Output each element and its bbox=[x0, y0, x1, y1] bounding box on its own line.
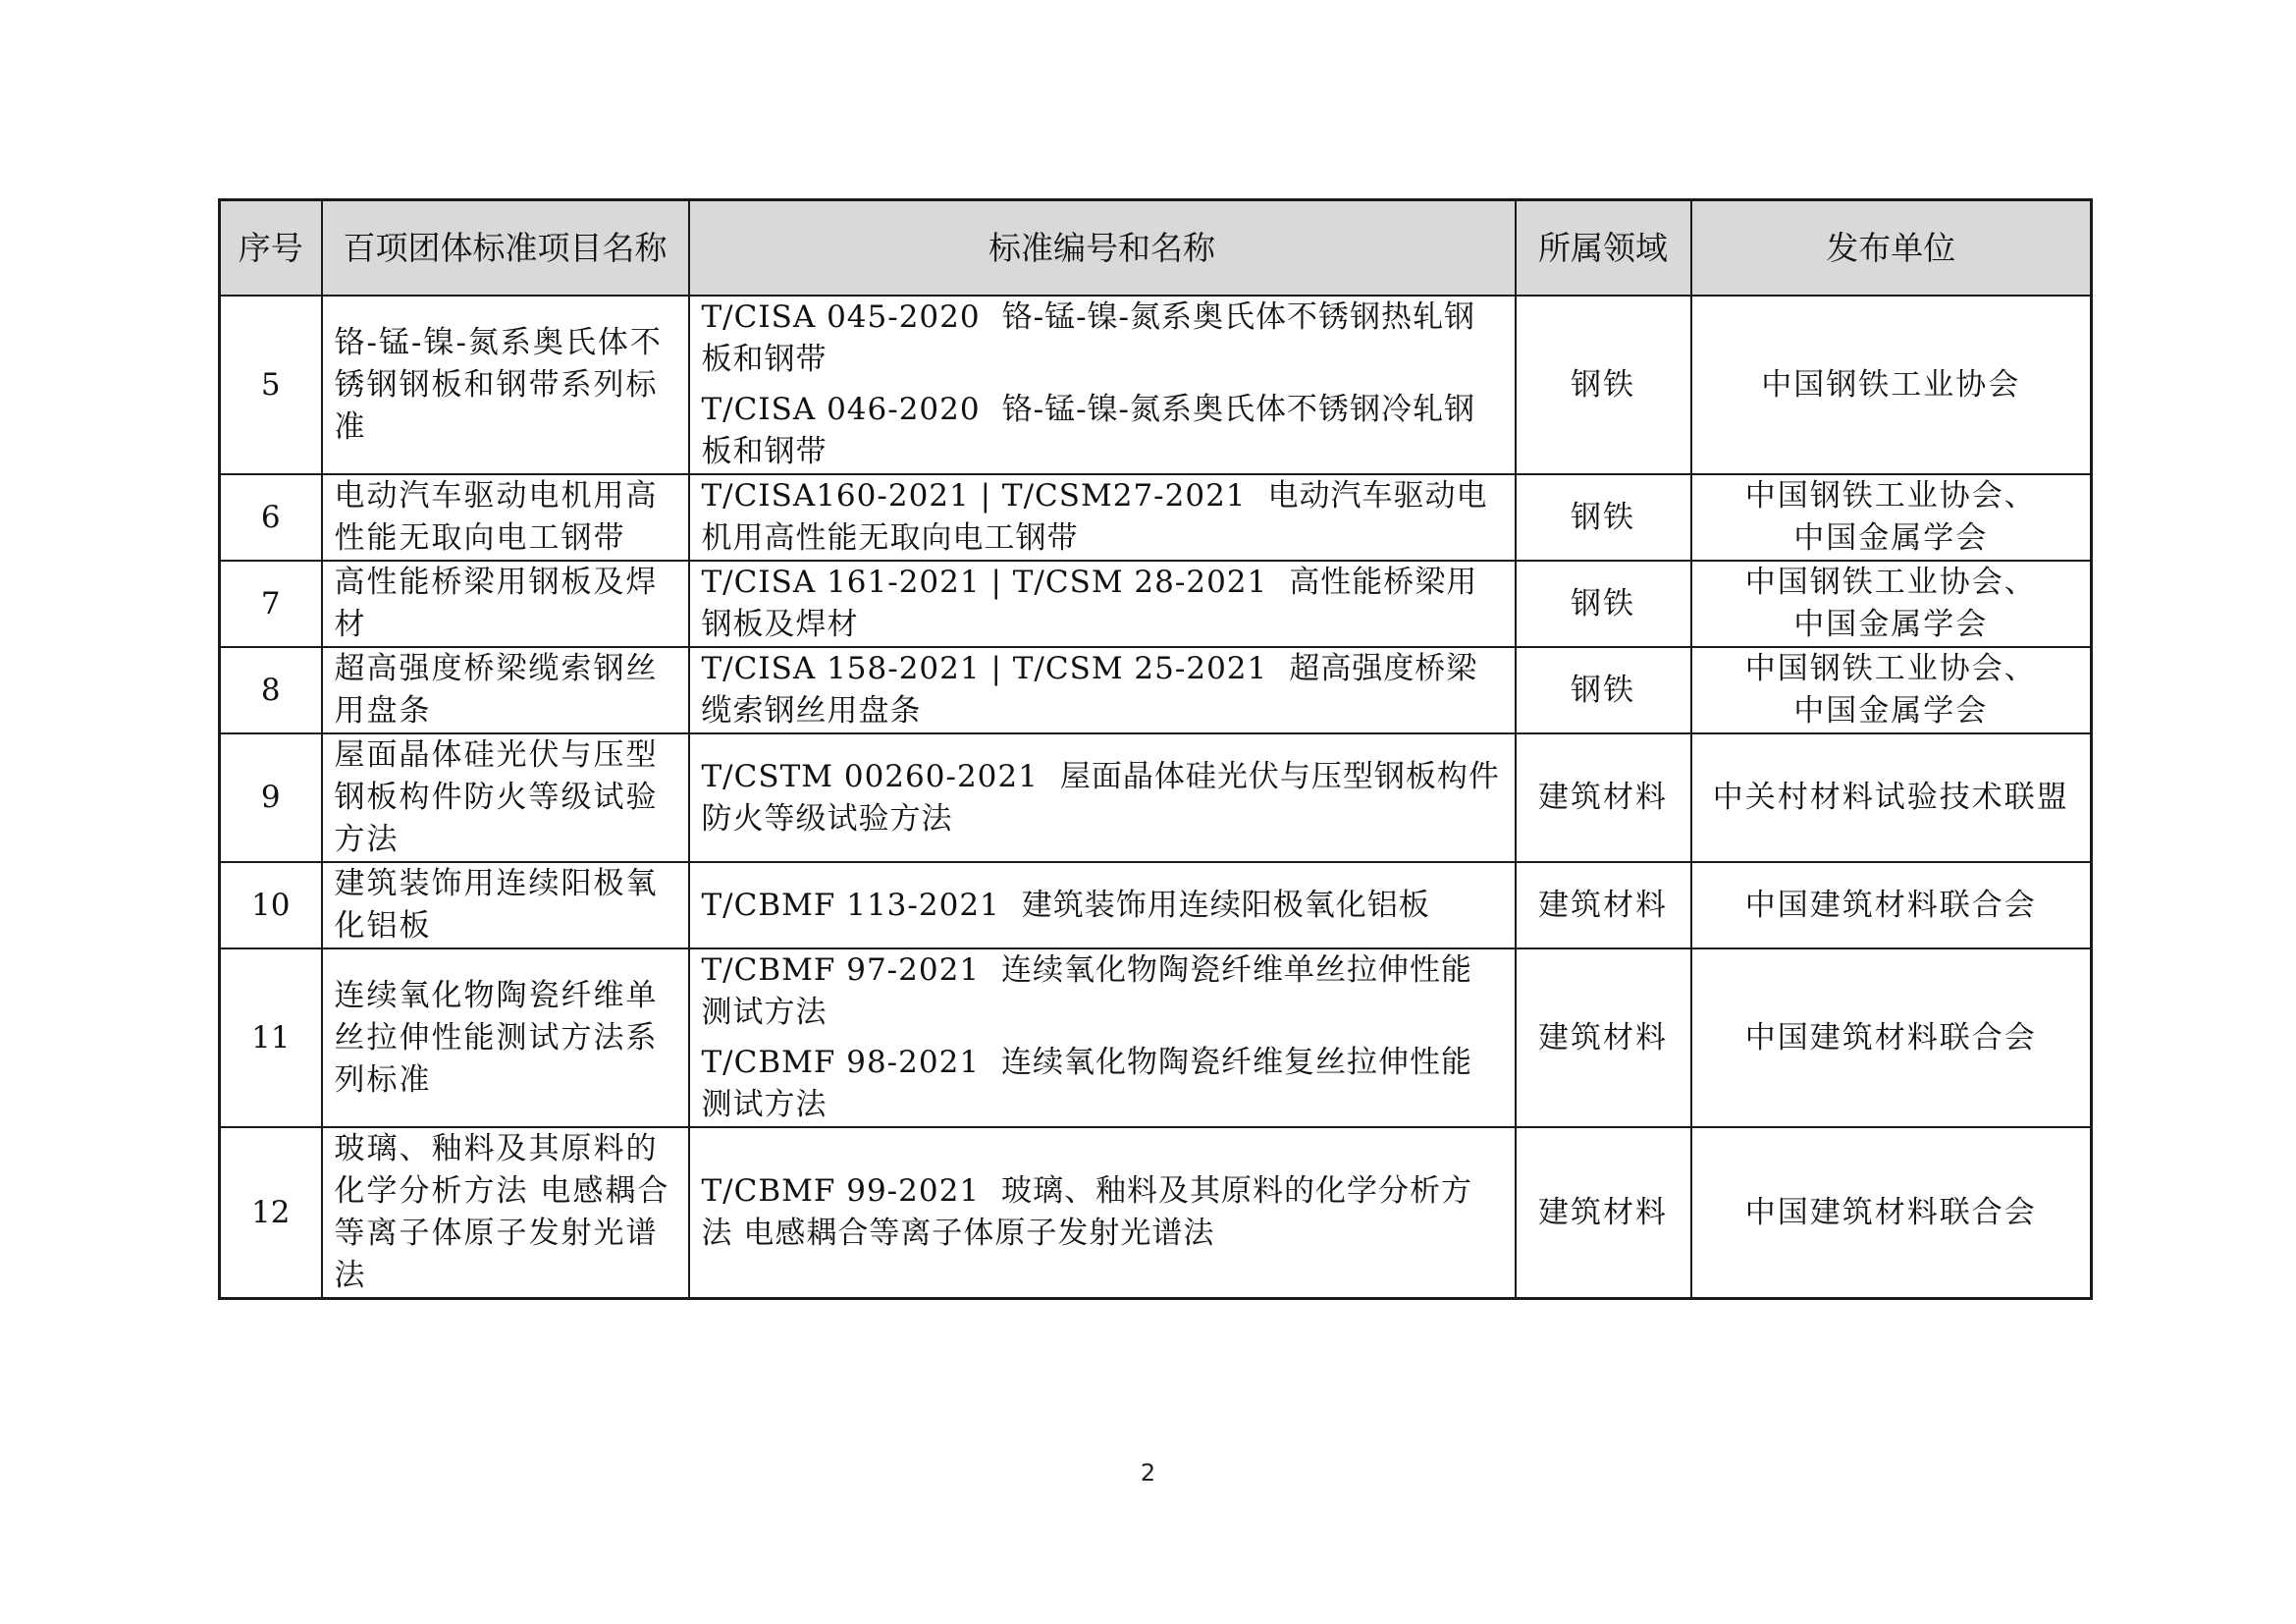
header-publisher: 发布单位 bbox=[1691, 200, 2092, 297]
cell-project-name: 连续氧化物陶瓷纤维单丝拉伸性能测试方法系列标准 bbox=[322, 948, 689, 1127]
standard-code: T/CBMF 99-2021 bbox=[701, 1173, 981, 1209]
cell-publisher bbox=[1691, 296, 2092, 474]
publisher-line: 中国钢铁工业协会 bbox=[1761, 366, 2021, 403]
standard-title: 电动汽车驱动电机用高性能无取向电工钢带 bbox=[701, 478, 1488, 556]
standard-code: T/CISA 161-2021 | T/CSM 28-2021 bbox=[701, 565, 1268, 600]
standard-code: T/CISA 046-2020 bbox=[701, 392, 981, 427]
standard-title: 屋面晶体硅光伏与压型钢板构件防火等级试验方法 bbox=[701, 758, 1500, 837]
cell-standards bbox=[689, 561, 1516, 647]
standard-code: T/CISA160-2021 | T/CSM27-2021 bbox=[701, 478, 1247, 514]
standard-code: T/CBMF 98-2021 bbox=[701, 1045, 981, 1080]
publisher-line: 中国金属学会 bbox=[1793, 607, 1989, 642]
cell-publisher bbox=[1691, 647, 2092, 733]
standard-entry bbox=[702, 475, 1503, 560]
publisher-line: 中国钢铁工业协会、 bbox=[1744, 565, 2037, 600]
cell-project-name: 高性能桥梁用钢板及焊材 bbox=[322, 561, 689, 647]
cell-project-name: 屋面晶体硅光伏与压型钢板构件防火等级试验方法 bbox=[322, 733, 689, 862]
cell-standards bbox=[689, 948, 1516, 1127]
header-row bbox=[220, 200, 2092, 297]
cell-project-name: 建筑装饰用连续阳极氧化铝板 bbox=[322, 862, 689, 948]
cell-field: 钢铁 bbox=[1516, 474, 1691, 561]
standard-title: 铬-锰-镍-氮系奥氏体不锈钢热轧钢板和钢带 bbox=[701, 299, 1476, 377]
table-row bbox=[220, 1127, 2092, 1299]
cell-publisher bbox=[1691, 1127, 2092, 1299]
standard-title: 高性能桥梁用钢板及焊材 bbox=[701, 565, 1478, 642]
publisher-line: 中关村材料试验技术联盟 bbox=[1712, 780, 2069, 815]
cell-publisher bbox=[1691, 733, 2092, 862]
standard-title: 超高强度桥梁缆索钢丝用盘条 bbox=[701, 651, 1478, 729]
standards-table bbox=[218, 198, 2093, 1300]
cell-standards bbox=[689, 296, 1516, 474]
cell-serial-no: 11 bbox=[220, 948, 322, 1127]
table-body bbox=[220, 296, 2092, 1299]
cell-serial-no: 9 bbox=[220, 733, 322, 862]
cell-serial-no: 10 bbox=[220, 862, 322, 948]
cell-standards bbox=[689, 474, 1516, 561]
standard-code: T/CSTM 00260-2021 bbox=[701, 758, 1039, 794]
cell-standards bbox=[689, 733, 1516, 862]
standard-title: 连续氧化物陶瓷纤维单丝拉伸性能测试方法 bbox=[701, 952, 1473, 1030]
table-row bbox=[220, 948, 2092, 1127]
table-header bbox=[220, 200, 2092, 297]
standard-entry bbox=[702, 756, 1503, 840]
header-project-name: 百项团体标准项目名称 bbox=[322, 200, 689, 297]
cell-standards bbox=[689, 647, 1516, 733]
cell-field: 钢铁 bbox=[1516, 647, 1691, 733]
table-row bbox=[220, 474, 2092, 561]
table-row bbox=[220, 561, 2092, 647]
standard-title: 铬-锰-镍-氮系奥氏体不锈钢冷轧钢板和钢带 bbox=[701, 392, 1476, 469]
cell-project-name: 玻璃、釉料及其原料的化学分析方法 电感耦合等离子体原子发射光谱法 bbox=[322, 1127, 689, 1299]
header-field: 所属领域 bbox=[1516, 200, 1691, 297]
standard-code: T/CISA 045-2020 bbox=[701, 299, 981, 335]
standard-code: T/CBMF 97-2021 bbox=[701, 952, 981, 988]
standard-entry bbox=[702, 949, 1503, 1034]
standard-title: 建筑装饰用连续阳极氧化铝板 bbox=[1021, 887, 1430, 923]
cell-serial-no: 7 bbox=[220, 561, 322, 647]
cell-standards bbox=[689, 862, 1516, 948]
table-row bbox=[220, 862, 2092, 948]
cell-field: 钢铁 bbox=[1516, 296, 1691, 474]
standard-entry bbox=[702, 648, 1503, 732]
cell-serial-no: 12 bbox=[220, 1127, 322, 1299]
publisher-line: 中国金属学会 bbox=[1793, 693, 1989, 729]
cell-publisher bbox=[1691, 561, 2092, 647]
header-serial-no: 序号 bbox=[220, 200, 322, 297]
cell-publisher bbox=[1691, 948, 2092, 1127]
cell-serial-no: 8 bbox=[220, 647, 322, 733]
cell-project-name: 铬-锰-镍-氮系奥氏体不锈钢钢板和钢带系列标准 bbox=[322, 296, 689, 474]
standard-entry bbox=[702, 1042, 1503, 1126]
publisher-line: 中国金属学会 bbox=[1793, 520, 1989, 556]
cell-field: 建筑材料 bbox=[1516, 733, 1691, 862]
table-row bbox=[220, 647, 2092, 733]
cell-field: 建筑材料 bbox=[1516, 948, 1691, 1127]
standard-entry bbox=[702, 389, 1503, 473]
standard-title: 玻璃、釉料及其原料的化学分析方法 电感耦合等离子体原子发射光谱法 bbox=[701, 1173, 1473, 1251]
cell-serial-no: 5 bbox=[220, 296, 322, 474]
cell-serial-no: 6 bbox=[220, 474, 322, 561]
publisher-line: 中国钢铁工业协会、 bbox=[1744, 478, 2037, 514]
header-standard-code-name: 标准编号和名称 bbox=[689, 200, 1516, 297]
cell-standards bbox=[689, 1127, 1516, 1299]
cell-publisher bbox=[1691, 474, 2092, 561]
cell-publisher bbox=[1691, 862, 2092, 948]
page-number: 2 bbox=[1140, 1459, 1156, 1487]
standard-title: 连续氧化物陶瓷纤维复丝拉伸性能测试方法 bbox=[701, 1045, 1473, 1122]
publisher-line: 中国建筑材料联合会 bbox=[1744, 887, 2037, 923]
cell-project-name: 电动汽车驱动电机用高性能无取向电工钢带 bbox=[322, 474, 689, 561]
table-row bbox=[220, 296, 2092, 474]
publisher-line: 中国钢铁工业协会、 bbox=[1744, 651, 2037, 686]
cell-field: 建筑材料 bbox=[1516, 1127, 1691, 1299]
publisher-line: 中国建筑材料联合会 bbox=[1744, 1019, 2037, 1056]
cell-field: 钢铁 bbox=[1516, 561, 1691, 647]
cell-project-name: 超高强度桥梁缆索钢丝用盘条 bbox=[322, 647, 689, 733]
table-row bbox=[220, 733, 2092, 862]
standard-code: T/CBMF 113-2021 bbox=[701, 887, 1000, 923]
standard-entry bbox=[702, 1170, 1503, 1255]
standard-entry bbox=[702, 297, 1503, 381]
standard-entry bbox=[702, 885, 1503, 927]
standard-entry bbox=[702, 562, 1503, 646]
standard-code: T/CISA 158-2021 | T/CSM 25-2021 bbox=[701, 651, 1268, 686]
publisher-line: 中国建筑材料联合会 bbox=[1744, 1194, 2037, 1230]
cell-field: 建筑材料 bbox=[1516, 862, 1691, 948]
